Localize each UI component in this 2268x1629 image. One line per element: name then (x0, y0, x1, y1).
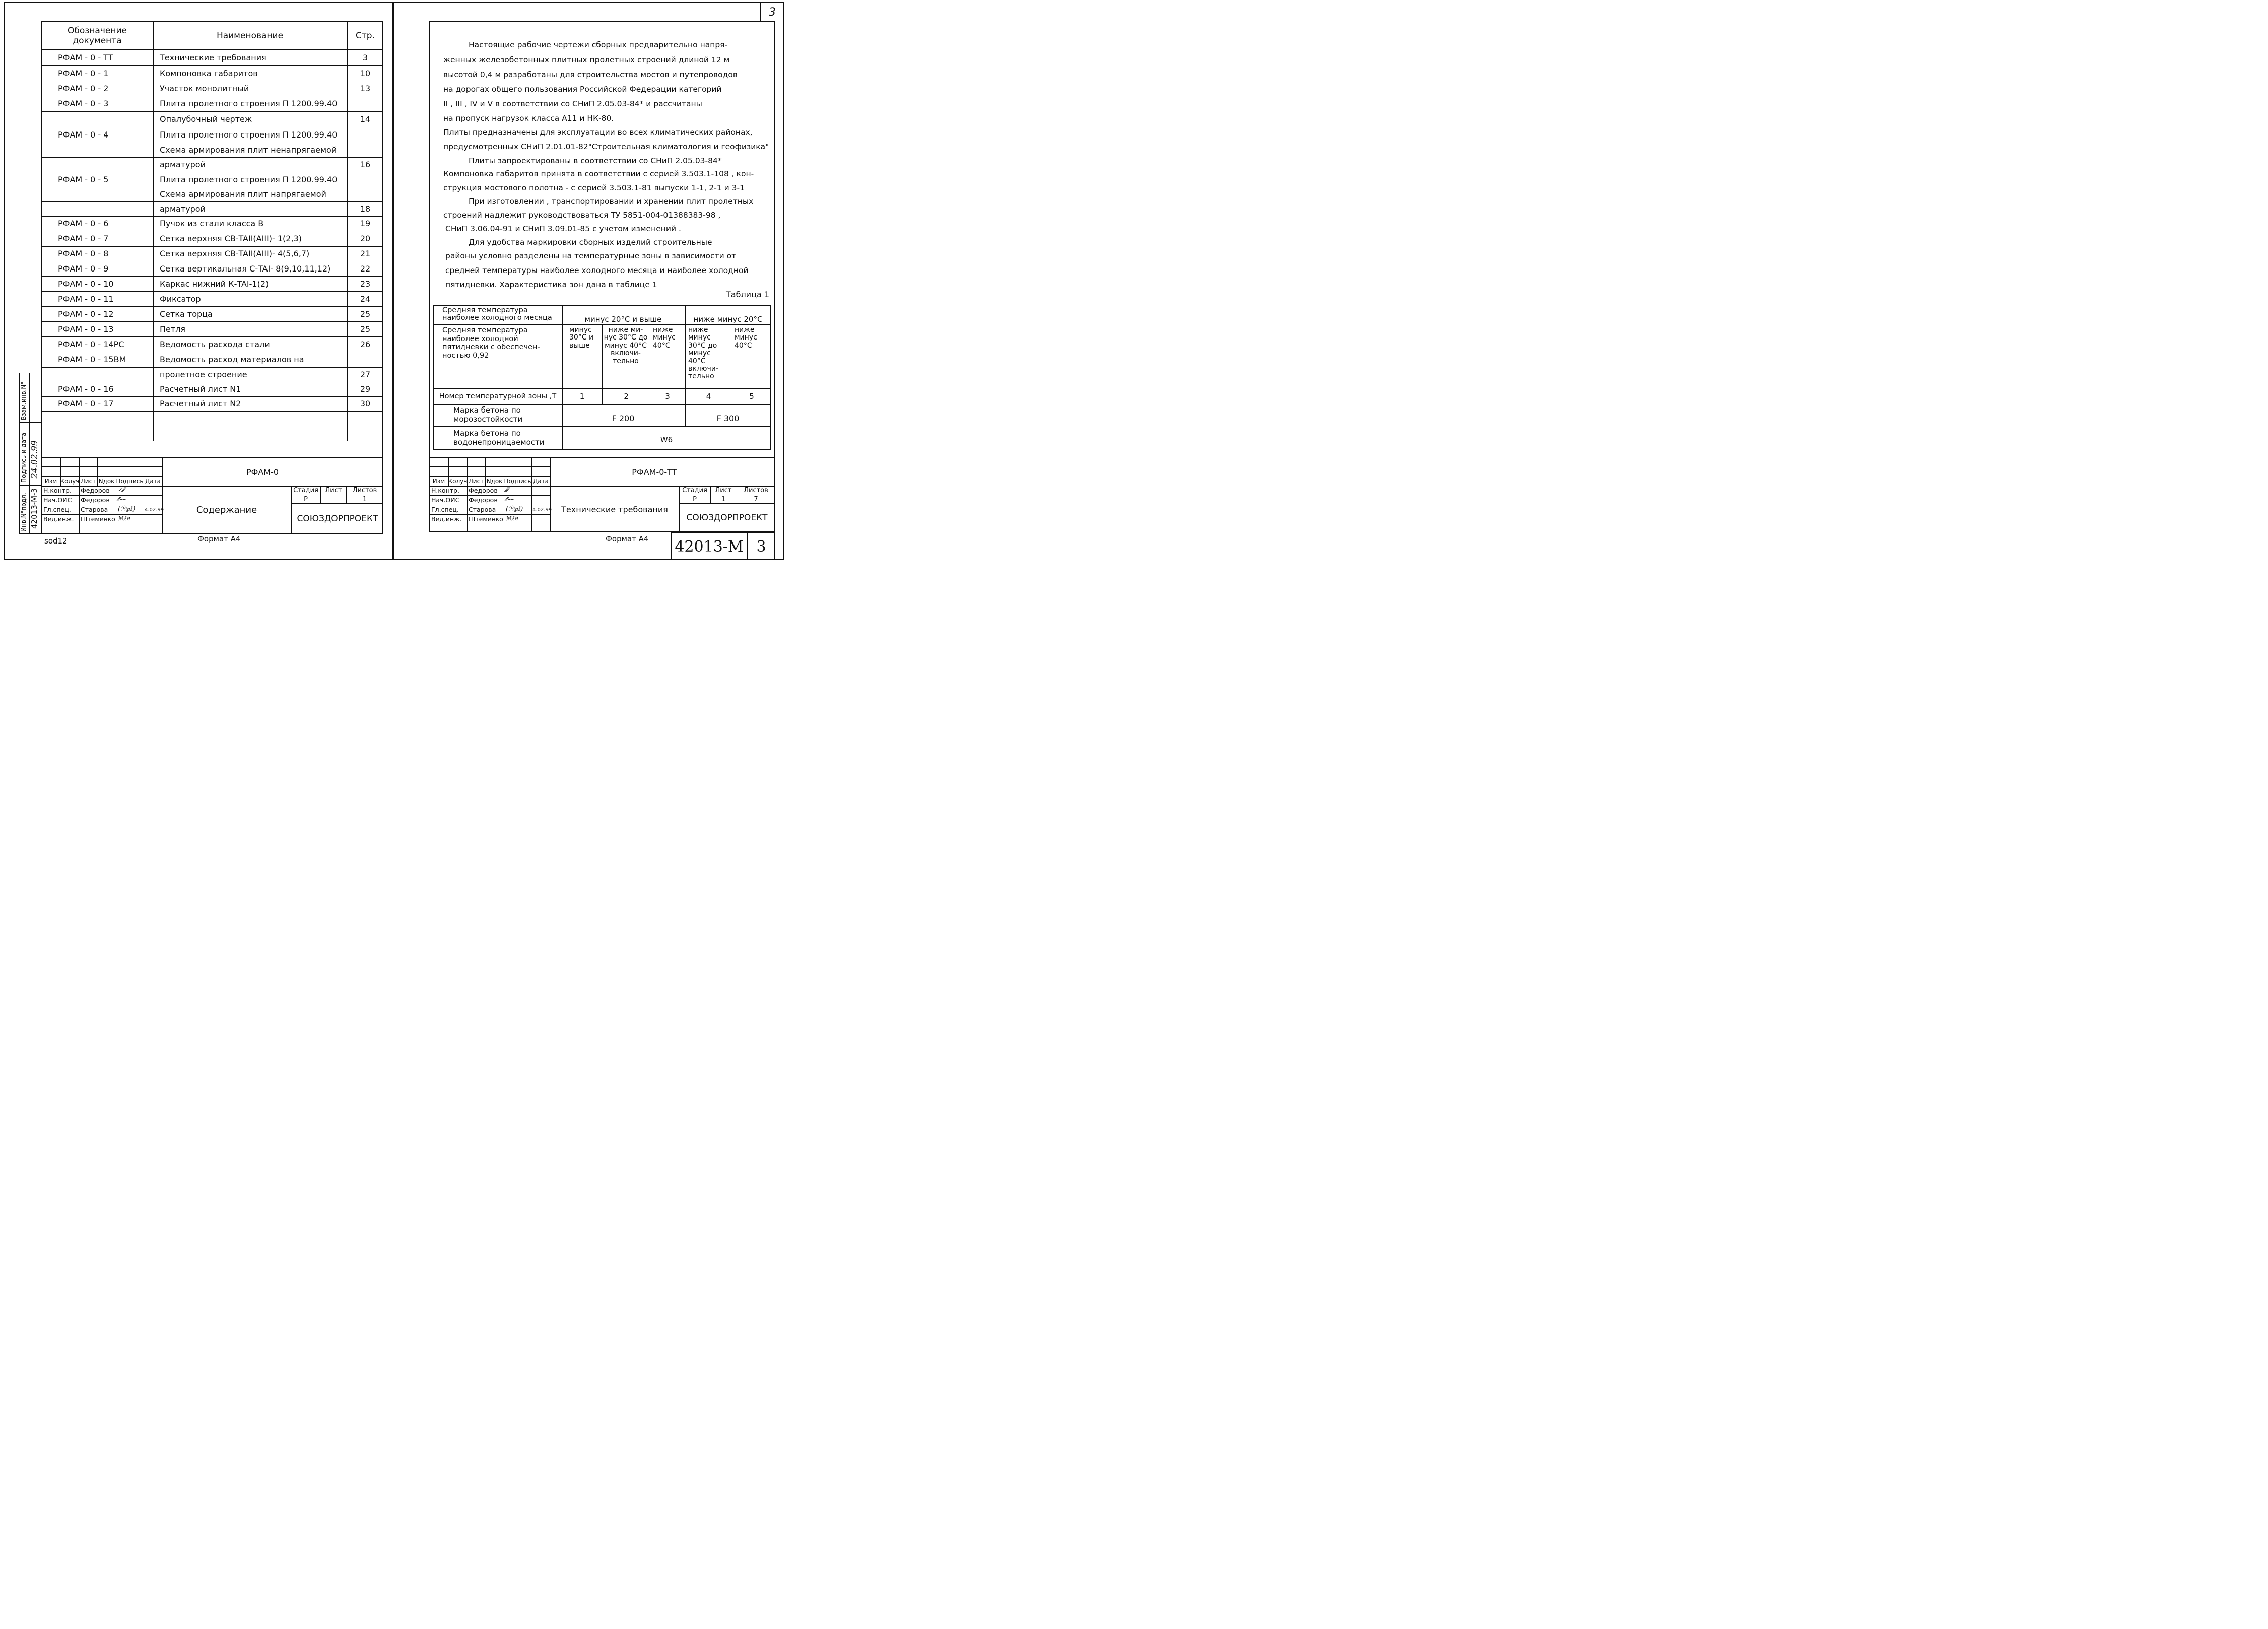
contents-name: Опалубочный чертеж (160, 114, 252, 124)
t-row5-value: W6 (660, 435, 673, 444)
album-code: 42013-М (675, 537, 744, 556)
contents-name: Сетка торца (160, 309, 213, 319)
right-tb-sheets-label: Листов (744, 487, 768, 494)
left-tb-stage-label: Стадия (293, 487, 318, 494)
contents-page (348, 96, 383, 111)
contents-page (348, 441, 383, 457)
contents-code: РФАМ - 0 - 13 (58, 324, 114, 334)
text-line: районы условно разделены на температурные зоны в зависимости от (445, 251, 737, 260)
contents-code: РФАМ - 0 - 16 (58, 384, 114, 394)
tb-col-label: Подпись (504, 478, 531, 485)
contents-name: Схема армирования плит ненапрягаемой (160, 145, 337, 155)
contents-name: Плита пролетного строения П 1200.99.40 (160, 174, 338, 184)
tb-role: Нач.ОИС (43, 496, 72, 504)
right-frame (429, 21, 775, 532)
contents-page: 26 (360, 339, 371, 349)
contents-code: РФАМ - 0 - 9 (58, 263, 109, 274)
left-sign-scribble-3: (Ⓟ℘ℓ) (118, 505, 136, 512)
tb-person: Старова (469, 506, 496, 513)
side-inv-number: 42013-М-3 (30, 488, 39, 529)
right-tb-code: РФАМ-0-ТТ (632, 467, 677, 477)
t-row3-c4: 4 (706, 392, 711, 401)
contents-code (58, 111, 152, 127)
contents-name: Ведомость расхода стали (160, 339, 270, 349)
tb-col-label: Nдок (98, 478, 115, 485)
contents-name (160, 441, 346, 457)
left-tb-date: 4.02.99 (145, 507, 164, 513)
contents-name (160, 411, 346, 426)
text-line: II , III , IV и V в соответствии со СНиП 2.05.03-84* и рассчитаны (443, 99, 702, 108)
t-row1-b: ниже минус 20°С (693, 315, 763, 324)
tb-person: Федоров (469, 487, 498, 494)
tb-role: Гл.спец. (43, 506, 71, 513)
left-format: Формат А4 (197, 534, 241, 544)
tb-col-label: Изм (44, 478, 57, 485)
left-tb-sheet-label: Лист (325, 487, 342, 494)
tb-role: Вед.инж. (43, 515, 74, 523)
t-row2-c5: ниже минус 40°С (735, 326, 757, 350)
contents-name: Пучок из стали класса В (160, 219, 264, 228)
contents-code: РФАМ - 0 - 12 (58, 309, 114, 319)
side-inv-replace: Взам.инв.N° (20, 381, 27, 420)
left-tb-sheets: 1 (362, 495, 367, 503)
side-sign-date: Подпись и дата (20, 432, 27, 483)
text-line: Плиты запроектированы в соответствии со СНиП 2.05.03-84* (469, 156, 722, 165)
contents-name: Петля (160, 324, 186, 334)
contents-name: арматурой (160, 204, 206, 214)
tb-col-label: Лист (468, 478, 484, 485)
contents-page: 18 (360, 204, 371, 214)
text-line: Настоящие рабочие чертежи сборных предварительно напря- (469, 40, 728, 49)
contents-page: 20 (360, 234, 371, 243)
t-row3-c2: 2 (624, 392, 629, 401)
contents-code: РФАМ - 0 - 2 (58, 83, 109, 93)
tb-role: Н.контр. (43, 487, 72, 494)
contents-code: РФАМ - 0 - 1 (58, 68, 109, 78)
contents-name: Сетка верхняя СВ-TAII(AIII)- 4(5,6,7) (160, 249, 310, 258)
contents-page: 13 (360, 83, 371, 93)
contents-name: Ведомость расход материалов на (160, 355, 304, 364)
text-line: женных железобетонных плитных пролетных строений длиной 12 м (443, 55, 730, 64)
tb-person: Федоров (81, 487, 110, 494)
text-line: Плиты предназначены для эксплуатации во всех климатических районах, (443, 128, 753, 137)
left-tb-sheets-label: Листов (352, 487, 377, 494)
t-row3-c3: 3 (665, 392, 670, 401)
contents-code (58, 143, 152, 157)
tb-role: Вед.инж. (431, 515, 462, 523)
tb-col-label: Nдок (486, 478, 503, 485)
contents-code: РФАМ - 0 - 8 (58, 249, 109, 258)
right-tb-title: Технические требования (561, 504, 668, 514)
text-line: на дорогах общего пользования Российской Федерации категорий (443, 85, 722, 94)
contents-page: 25 (360, 309, 371, 319)
contents-code: РФАМ - 0 - 15ВМ (58, 355, 126, 364)
header-page: Стр. (356, 31, 375, 41)
contents-page (348, 352, 383, 367)
t-row4-b: F 300 (716, 413, 740, 423)
contents-code: РФАМ - 0 - 14РС (58, 339, 124, 349)
contents-code: РФАМ - 0 - ТТ (58, 53, 113, 62)
text-line: струкция мостового полотна - с серией 3.503.1-81 выпуски 1-1, 2-1 и 3-1 (443, 183, 745, 192)
contents-page (348, 187, 383, 201)
tb-role: Нач.ОИС (431, 496, 460, 504)
contents-code: РФАМ - 0 - 11 (58, 294, 114, 304)
t-row2-c2: ниже ми-нус 30°С до минус 40°С включи-тельно (604, 326, 648, 365)
side-inv-orig: Инв.N°подл. (20, 493, 27, 532)
contents-name: Схема армирования плит напрягаемой (160, 189, 326, 199)
tb-col-label: Колуч (60, 478, 80, 485)
contents-code: РФАМ - 0 - 3 (58, 99, 109, 108)
t-row2-label: Средняя температура наиболее холодной пятидневки с обеспечен-ностью 0,92 (442, 326, 540, 360)
side-signature: 24.02.99 (30, 440, 40, 479)
contents-page: 10 (360, 68, 371, 78)
contents-page: 21 (360, 249, 371, 258)
t-row2-c4: ниже минус 30°С до минус 40°С включи-тельно (688, 326, 718, 381)
left-sign-scribble-1: ✓⁄⁄–– (118, 486, 131, 493)
contents-name: Фиксатор (160, 294, 201, 304)
tb-person: Штеменко (469, 515, 503, 523)
right-tb-org: СОЮЗДОРПРОЕКТ (686, 513, 768, 523)
t-row1-a: минус 20°С и выше (584, 315, 662, 324)
contents-code (58, 367, 152, 382)
left-tb-stage: Р (304, 495, 308, 503)
t-row4-label: Марка бетона по морозостойкости (453, 405, 523, 424)
contents-page: 23 (360, 279, 371, 289)
tb-col-label: Подпись (116, 478, 144, 485)
album-page: 3 (756, 537, 766, 556)
right-tb-sheet: 1 (721, 495, 726, 503)
left-tb-title: Содержание (196, 504, 257, 515)
contents-code (58, 187, 152, 201)
contents-code: РФАМ - 0 - 7 (58, 234, 109, 243)
right-sign-scribble-4: ℳℓℯ (506, 515, 518, 522)
right-sign-scribble-3: (Ⓟ℘ℓ) (506, 505, 523, 512)
text-line: Компоновка габаритов принята в соответствии с серией 3.503.1-108 , кон- (443, 169, 754, 178)
contents-name: Сетка вертикальная С-TAI- 8(9,10,11,12) (160, 263, 331, 274)
tb-col-label: Дата (145, 478, 161, 485)
right-tb-date: 4.02.99 (532, 507, 552, 513)
right-sign-scribble-2: ⁄⁄–– (506, 496, 514, 503)
contents-name: Участок монолитный (160, 83, 249, 93)
contents-name: Расчетный лист N2 (160, 399, 241, 409)
contents-name: Плита пролетного строения П 1200.99.40 (160, 99, 338, 108)
t-row3-c5: 5 (749, 392, 754, 401)
tb-col-label: Изм (432, 478, 445, 485)
text-line: Для удобства маркировки сборных изделий строительные (469, 238, 712, 247)
contents-page: 16 (360, 160, 371, 169)
right-tb-stage-label: Стадия (682, 487, 707, 494)
t-row3-label: Номер температурной зоны ,Т (439, 392, 557, 400)
tb-col-label: Дата (532, 478, 549, 485)
contents-code (58, 441, 152, 457)
text-line: высотой 0,4 м разработаны для строительства мостов и путепроводов (443, 70, 738, 79)
contents-name: Каркас нижний К-TAI-1(2) (160, 279, 269, 289)
right-tb-sheets: 7 (754, 495, 758, 503)
contents-code: РФАМ - 0 - 17 (58, 399, 114, 409)
contents-name: Расчетный лист N1 (160, 384, 241, 394)
contents-name: Сетка верхняя СВ-TAII(AIII)- 1(2,3) (160, 234, 302, 243)
contents-name: Технические требования (160, 53, 266, 62)
contents-page (348, 127, 383, 143)
left-tb-org: СОЮЗДОРПРОЕКТ (297, 513, 378, 524)
tb-role: Н.контр. (431, 487, 459, 494)
right-sign-scribble-1: ⁄⁄⁄–– (506, 486, 515, 493)
tb-person: Старова (81, 506, 108, 513)
t-row2-c3: ниже минус 40°С (653, 326, 676, 350)
text-line: средней температуры наиболее холодного месяца и наиболее холодной (445, 266, 749, 275)
t-row3-c1: 1 (579, 392, 585, 401)
contents-name: арматурой (160, 160, 206, 169)
contents-page (348, 411, 383, 426)
text-line: При изготовлении , транспортировании и хранении плит пролетных (469, 197, 754, 206)
contents-code: РФАМ - 0 - 10 (58, 279, 114, 289)
contents-code: РФАМ - 0 - 6 (58, 219, 109, 228)
tb-person: Федоров (469, 496, 498, 504)
text-line: на пропуск нагрузок класса А11 и НК-80. (443, 114, 614, 123)
tb-person: Федоров (81, 496, 110, 504)
contents-code (58, 201, 152, 216)
right-tb-stage: Р (693, 495, 697, 503)
header-designation: Обозначение документа (68, 25, 127, 46)
contents-page (348, 172, 383, 187)
contents-page: 30 (360, 399, 371, 409)
contents-code (58, 157, 152, 172)
t-row5-label: Марка бетона по водонепроницаемости (453, 429, 545, 447)
left-tb-code: РФАМ-0 (246, 467, 279, 477)
contents-page: 29 (360, 384, 371, 394)
tb-col-label: Лист (80, 478, 96, 485)
contents-page: 14 (360, 114, 371, 124)
right-format: Формат А4 (606, 534, 649, 544)
contents-page: 27 (360, 370, 371, 379)
contents-page: 19 (360, 219, 371, 228)
contents-page: 24 (360, 294, 371, 304)
contents-name: Компоновка габаритов (160, 68, 258, 78)
header-name: Наименование (216, 31, 284, 41)
tb-role: Гл.спец. (431, 506, 459, 513)
contents-page: 25 (360, 324, 371, 334)
contents-name (160, 426, 346, 441)
text-line: СНиП 3.06.04-91 и СНиП 3.09.01-85 с учетом изменений . (445, 224, 681, 233)
contents-page: 22 (360, 263, 371, 274)
page-number-top: 3 (769, 6, 776, 19)
contents-code (58, 426, 152, 441)
contents-page: 3 (362, 53, 368, 62)
contents-code (58, 411, 152, 426)
right-tb-sheet-label: Лист (715, 487, 732, 494)
text-line: предусмотренных СНиП 2.01.01-82"Строительная климатология и геофизика" (443, 142, 769, 151)
t-row2-c1: минус 30°С и выше (569, 326, 594, 350)
tb-col-label: Колуч (448, 478, 468, 485)
t-row4-a: F 200 (612, 413, 635, 423)
text-line: пятидневки. Характеристика зон дана в таблице 1 (445, 280, 657, 289)
tb-person: Штеменко (81, 515, 115, 523)
contents-code: РФАМ - 0 - 4 (58, 130, 109, 140)
table-caption: Таблица 1 (726, 290, 770, 299)
text-line: строений надлежит руководствоваться ТУ 5851-004-01388383-98 , (443, 211, 721, 220)
left-file-name: sod12 (44, 536, 68, 546)
contents-code: РФАМ - 0 - 5 (58, 174, 109, 184)
t-row1-label: Средняя температура наиболее холодного месяца (442, 306, 552, 322)
contents-page (348, 426, 383, 441)
left-sign-scribble-2: ⁄⁄–– (118, 496, 126, 503)
contents-name: Плита пролетного строения П 1200.99.40 (160, 130, 338, 140)
left-sign-scribble-4: ℳℓℯ (118, 515, 130, 522)
contents-page (348, 143, 383, 157)
contents-name: пролетное строение (160, 370, 247, 379)
